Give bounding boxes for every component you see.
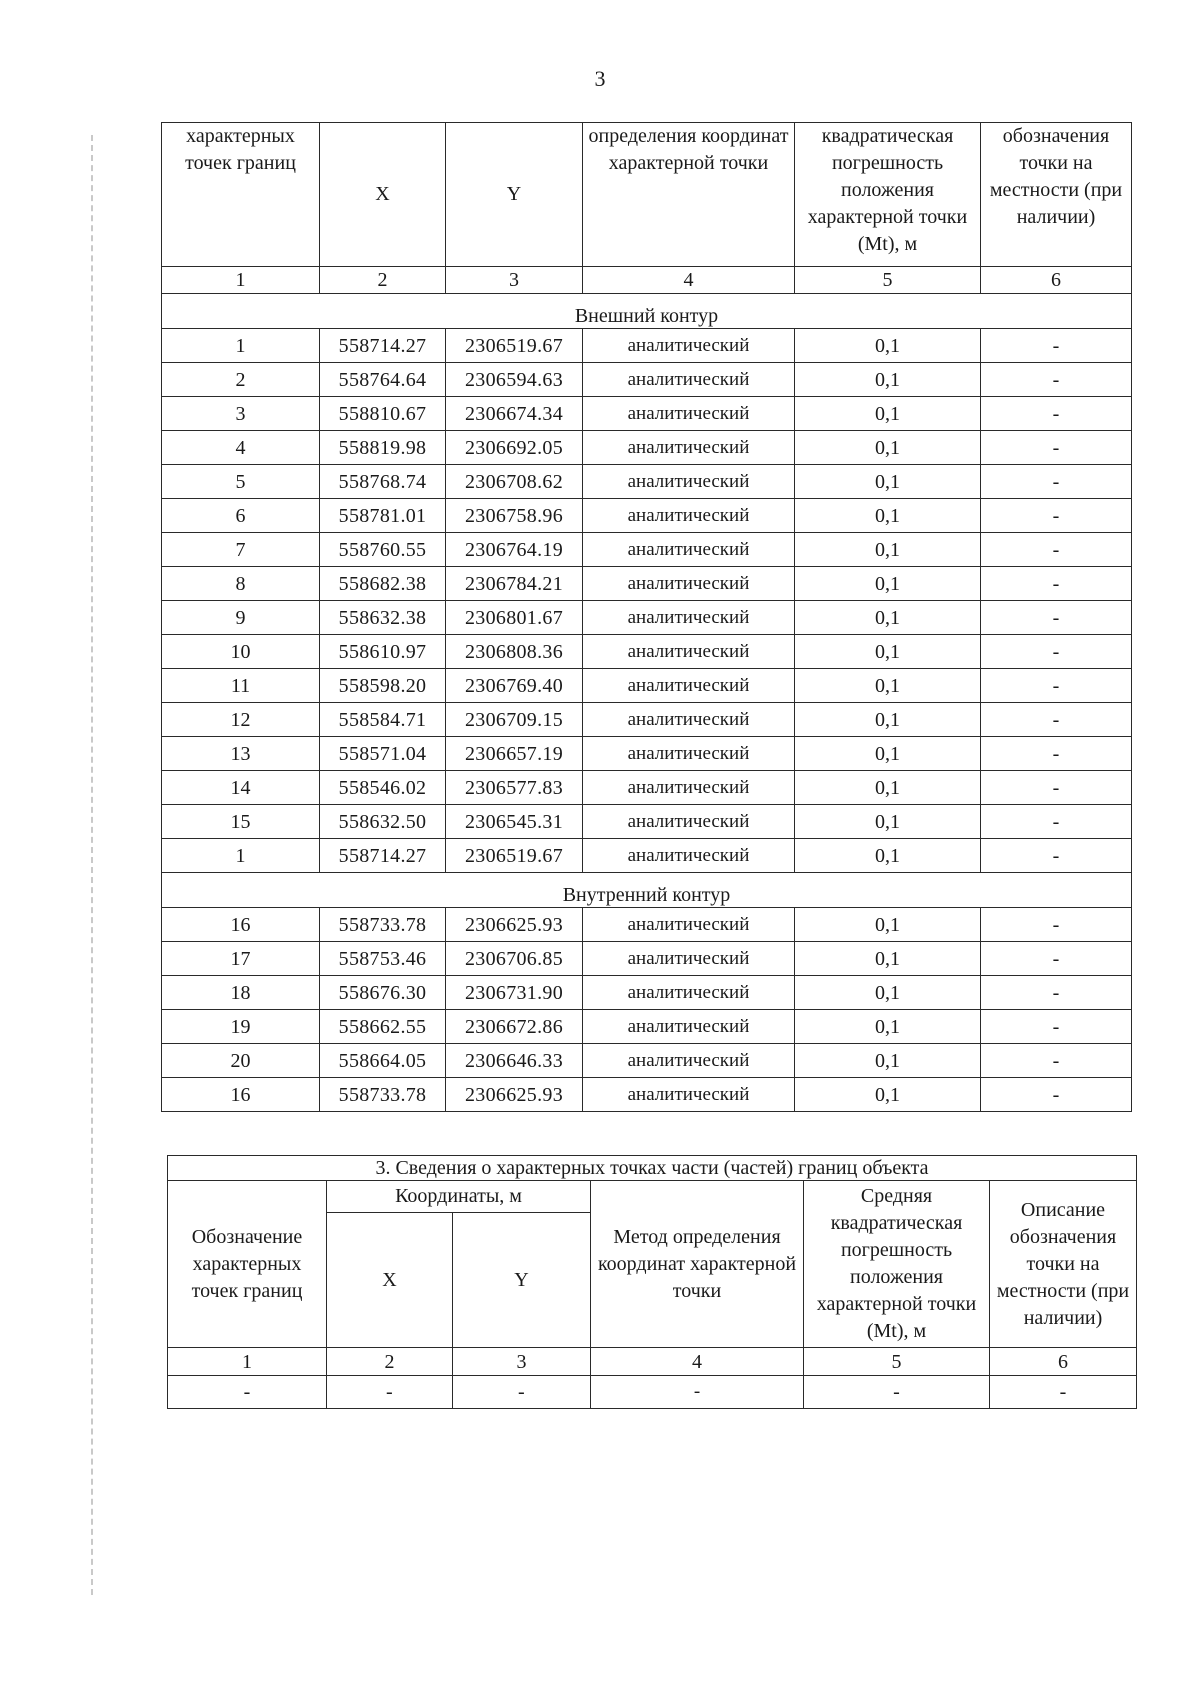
method-cell: аналитический [583, 533, 795, 567]
method-cell: аналитический [583, 839, 795, 873]
y-coordinate-cell: 2306674.34 [446, 397, 583, 431]
description-cell: - [981, 601, 1132, 635]
method-cell: аналитический [583, 737, 795, 771]
header-point-designation: характерных точек границ [162, 123, 320, 267]
point-number-cell: 1 [162, 329, 320, 363]
x-coordinate-cell: 558610.97 [320, 635, 446, 669]
table-row [162, 771, 1132, 805]
column-number: 1 [168, 1348, 327, 1376]
column-number: 5 [795, 267, 981, 294]
section-row-outer [162, 294, 1132, 329]
column-number-row [162, 267, 1132, 294]
section-title-outer-contour: Внешний контур [162, 294, 1132, 329]
header-point-designation: Обозначение характерных точек границ [168, 1181, 327, 1348]
description-cell: - [981, 942, 1132, 976]
method-cell: аналитический [583, 397, 795, 431]
x-coordinate-cell: 558598.20 [320, 669, 446, 703]
x-coordinate-cell: 558819.98 [320, 431, 446, 465]
point-number-cell: 12 [162, 703, 320, 737]
method-cell: аналитический [583, 908, 795, 942]
point-number-cell: 6 [162, 499, 320, 533]
x-coordinate-cell: 558781.01 [320, 499, 446, 533]
table-row [162, 839, 1132, 873]
table-row [162, 431, 1132, 465]
mt-cell: 0,1 [795, 499, 981, 533]
column-number: 2 [320, 267, 446, 294]
y-coordinate-cell: 2306657.19 [446, 737, 583, 771]
point-number-cell: 14 [162, 771, 320, 805]
x-coordinate-cell: 558571.04 [320, 737, 446, 771]
method-cell: аналитический [583, 942, 795, 976]
table-row [162, 1078, 1132, 1112]
y-coordinate-cell: 2306625.93 [446, 1078, 583, 1112]
y-coordinate-cell: 2306709.15 [446, 703, 583, 737]
y-coordinate-cell: 2306646.33 [446, 1044, 583, 1078]
inner-contour-rows [162, 908, 1132, 1112]
mt-cell: 0,1 [795, 465, 981, 499]
header-mt: Средняя квадратическая погрешность положения характерной точки (Mt), м [804, 1181, 990, 1348]
description-cell: - [981, 805, 1132, 839]
method-cell: аналитический [583, 499, 795, 533]
table-row [162, 567, 1132, 601]
point-number-cell: 5 [162, 465, 320, 499]
table-row [162, 533, 1132, 567]
column-number: 4 [583, 267, 795, 294]
mt-cell: 0,1 [795, 737, 981, 771]
mt-cell: 0,1 [795, 1010, 981, 1044]
x-coordinate-cell: 558664.05 [320, 1044, 446, 1078]
table-row [162, 737, 1132, 771]
column-number: 6 [990, 1348, 1137, 1376]
y-coordinate-cell: - [453, 1376, 591, 1409]
outer-contour-rows [162, 329, 1132, 873]
y-coordinate-cell: 2306625.93 [446, 908, 583, 942]
x-coordinate-cell: 558733.78 [320, 908, 446, 942]
y-coordinate-cell: 2306758.96 [446, 499, 583, 533]
point-number-cell: 18 [162, 976, 320, 1010]
y-coordinate-cell: 2306519.67 [446, 839, 583, 873]
table-row [162, 1010, 1132, 1044]
table-row [162, 601, 1132, 635]
point-number-cell: 1 [162, 839, 320, 873]
x-coordinate-cell: 558632.50 [320, 805, 446, 839]
header-x: X [327, 1213, 453, 1348]
column-number: 3 [453, 1348, 591, 1376]
point-number-cell: 3 [162, 397, 320, 431]
header-method: Метод определения координат характерной точки [591, 1181, 804, 1348]
section-title-inner-contour: Внутренний контур [162, 873, 1132, 908]
method-cell: - [591, 1376, 804, 1409]
description-cell: - [981, 329, 1132, 363]
mt-cell: 0,1 [795, 1044, 981, 1078]
description-cell: - [981, 737, 1132, 771]
method-cell: аналитический [583, 703, 795, 737]
point-number-cell: 4 [162, 431, 320, 465]
point-number-cell: 9 [162, 601, 320, 635]
page-number: 3 [594, 66, 606, 91]
mt-cell: 0,1 [795, 635, 981, 669]
mt-cell: 0,1 [795, 703, 981, 737]
method-cell: аналитический [583, 1044, 795, 1078]
header-coordinates-group: Координаты, м [327, 1181, 591, 1213]
header-y: Y [453, 1213, 591, 1348]
method-cell: аналитический [583, 465, 795, 499]
header-description: обозначения точки на местности (при наличии) [981, 123, 1132, 267]
point-number-cell: 16 [162, 908, 320, 942]
boundary-points-table [161, 122, 1132, 1112]
description-cell: - [981, 1044, 1132, 1078]
description-cell: - [990, 1376, 1137, 1409]
x-coordinate-cell: 558764.64 [320, 363, 446, 397]
description-cell: - [981, 363, 1132, 397]
mt-cell: 0,1 [795, 908, 981, 942]
description-cell: - [981, 1078, 1132, 1112]
description-cell: - [981, 669, 1132, 703]
table2-header-row [168, 1181, 1137, 1213]
point-number-cell: 10 [162, 635, 320, 669]
column-number: 5 [804, 1348, 990, 1376]
header-y: Y [446, 123, 583, 267]
table-header-row [162, 123, 1132, 267]
method-cell: аналитический [583, 1078, 795, 1112]
table-row [162, 363, 1132, 397]
y-coordinate-cell: 2306784.21 [446, 567, 583, 601]
description-cell: - [981, 635, 1132, 669]
description-cell: - [981, 499, 1132, 533]
point-number-cell: 7 [162, 533, 320, 567]
description-cell: - [981, 703, 1132, 737]
header-x: X [320, 123, 446, 267]
y-coordinate-cell: 2306594.63 [446, 363, 583, 397]
x-coordinate-cell: 558733.78 [320, 1078, 446, 1112]
mt-cell: 0,1 [795, 567, 981, 601]
y-coordinate-cell: 2306706.85 [446, 942, 583, 976]
table-row [162, 329, 1132, 363]
mt-cell: 0,1 [795, 601, 981, 635]
table-row [162, 908, 1132, 942]
method-cell: аналитический [583, 805, 795, 839]
x-coordinate-cell: 558753.46 [320, 942, 446, 976]
x-coordinate-cell: 558682.38 [320, 567, 446, 601]
y-coordinate-cell: 2306808.36 [446, 635, 583, 669]
mt-cell: 0,1 [795, 363, 981, 397]
method-cell: аналитический [583, 1010, 795, 1044]
table-row [162, 805, 1132, 839]
mt-cell: 0,1 [795, 839, 981, 873]
x-coordinate-cell: 558760.55 [320, 533, 446, 567]
point-number-cell: 17 [162, 942, 320, 976]
description-cell: - [981, 908, 1132, 942]
description-cell: - [981, 397, 1132, 431]
column-number: 3 [446, 267, 583, 294]
y-coordinate-cell: 2306692.05 [446, 431, 583, 465]
description-cell: - [981, 533, 1132, 567]
description-cell: - [981, 839, 1132, 873]
table-row [162, 703, 1132, 737]
mt-cell: 0,1 [795, 329, 981, 363]
mt-cell: 0,1 [795, 976, 981, 1010]
table-row [162, 976, 1132, 1010]
point-number-cell: - [168, 1376, 327, 1409]
x-coordinate-cell: 558632.38 [320, 601, 446, 635]
mt-cell: 0,1 [795, 397, 981, 431]
mt-cell: 0,1 [795, 431, 981, 465]
description-cell: - [981, 976, 1132, 1010]
header-method: определения координат характерной точки [583, 123, 795, 267]
mt-cell: 0,1 [795, 942, 981, 976]
table2-rows [168, 1376, 1137, 1409]
point-number-cell: 2 [162, 363, 320, 397]
header-mt: квадратическая погрешность положения характерной точки (Mt), м [795, 123, 981, 267]
method-cell: аналитический [583, 363, 795, 397]
column-number: 4 [591, 1348, 804, 1376]
point-number-cell: 11 [162, 669, 320, 703]
x-coordinate-cell: 558714.27 [320, 839, 446, 873]
x-coordinate-cell: 558714.27 [320, 329, 446, 363]
x-coordinate-cell: 558768.74 [320, 465, 446, 499]
method-cell: аналитический [583, 976, 795, 1010]
mt-cell: - [804, 1376, 990, 1409]
column-number: 1 [162, 267, 320, 294]
table-row [162, 635, 1132, 669]
y-coordinate-cell: 2306769.40 [446, 669, 583, 703]
y-coordinate-cell: 2306545.31 [446, 805, 583, 839]
point-number-cell: 16 [162, 1078, 320, 1112]
table2-title: 3. Сведения о характерных точках части (частей) границ объекта [168, 1156, 1137, 1181]
x-coordinate-cell: 558662.55 [320, 1010, 446, 1044]
method-cell: аналитический [583, 601, 795, 635]
x-coordinate-cell: 558584.71 [320, 703, 446, 737]
point-number-cell: 15 [162, 805, 320, 839]
mt-cell: 0,1 [795, 669, 981, 703]
column-number: 6 [981, 267, 1132, 294]
method-cell: аналитический [583, 635, 795, 669]
column-number-row [168, 1348, 1137, 1376]
method-cell: аналитический [583, 771, 795, 805]
header-description: Описание обозначения точки на местности (при наличии) [990, 1181, 1137, 1348]
x-coordinate-cell: 558546.02 [320, 771, 446, 805]
point-number-cell: 19 [162, 1010, 320, 1044]
margin-line [91, 135, 93, 1595]
table-row [162, 499, 1132, 533]
y-coordinate-cell: 2306764.19 [446, 533, 583, 567]
mt-cell: 0,1 [795, 1078, 981, 1112]
mt-cell: 0,1 [795, 771, 981, 805]
table-row [168, 1376, 1137, 1409]
x-coordinate-cell: - [327, 1376, 453, 1409]
x-coordinate-cell: 558676.30 [320, 976, 446, 1010]
method-cell: аналитический [583, 431, 795, 465]
table-row [162, 942, 1132, 976]
y-coordinate-cell: 2306801.67 [446, 601, 583, 635]
method-cell: аналитический [583, 329, 795, 363]
table-row [162, 1044, 1132, 1078]
table-row [162, 465, 1132, 499]
description-cell: - [981, 465, 1132, 499]
y-coordinate-cell: 2306731.90 [446, 976, 583, 1010]
table-row [162, 669, 1132, 703]
description-cell: - [981, 431, 1132, 465]
y-coordinate-cell: 2306708.62 [446, 465, 583, 499]
y-coordinate-cell: 2306672.86 [446, 1010, 583, 1044]
description-cell: - [981, 771, 1132, 805]
y-coordinate-cell: 2306577.83 [446, 771, 583, 805]
table-row [162, 397, 1132, 431]
method-cell: аналитический [583, 567, 795, 601]
mt-cell: 0,1 [795, 533, 981, 567]
column-number: 2 [327, 1348, 453, 1376]
section-row-inner [162, 873, 1132, 908]
point-number-cell: 13 [162, 737, 320, 771]
mt-cell: 0,1 [795, 805, 981, 839]
table2-title-row [168, 1156, 1137, 1181]
description-cell: - [981, 567, 1132, 601]
point-number-cell: 20 [162, 1044, 320, 1078]
method-cell: аналитический [583, 669, 795, 703]
description-cell: - [981, 1010, 1132, 1044]
part-boundary-points-table [167, 1155, 1137, 1409]
x-coordinate-cell: 558810.67 [320, 397, 446, 431]
y-coordinate-cell: 2306519.67 [446, 329, 583, 363]
point-number-cell: 8 [162, 567, 320, 601]
